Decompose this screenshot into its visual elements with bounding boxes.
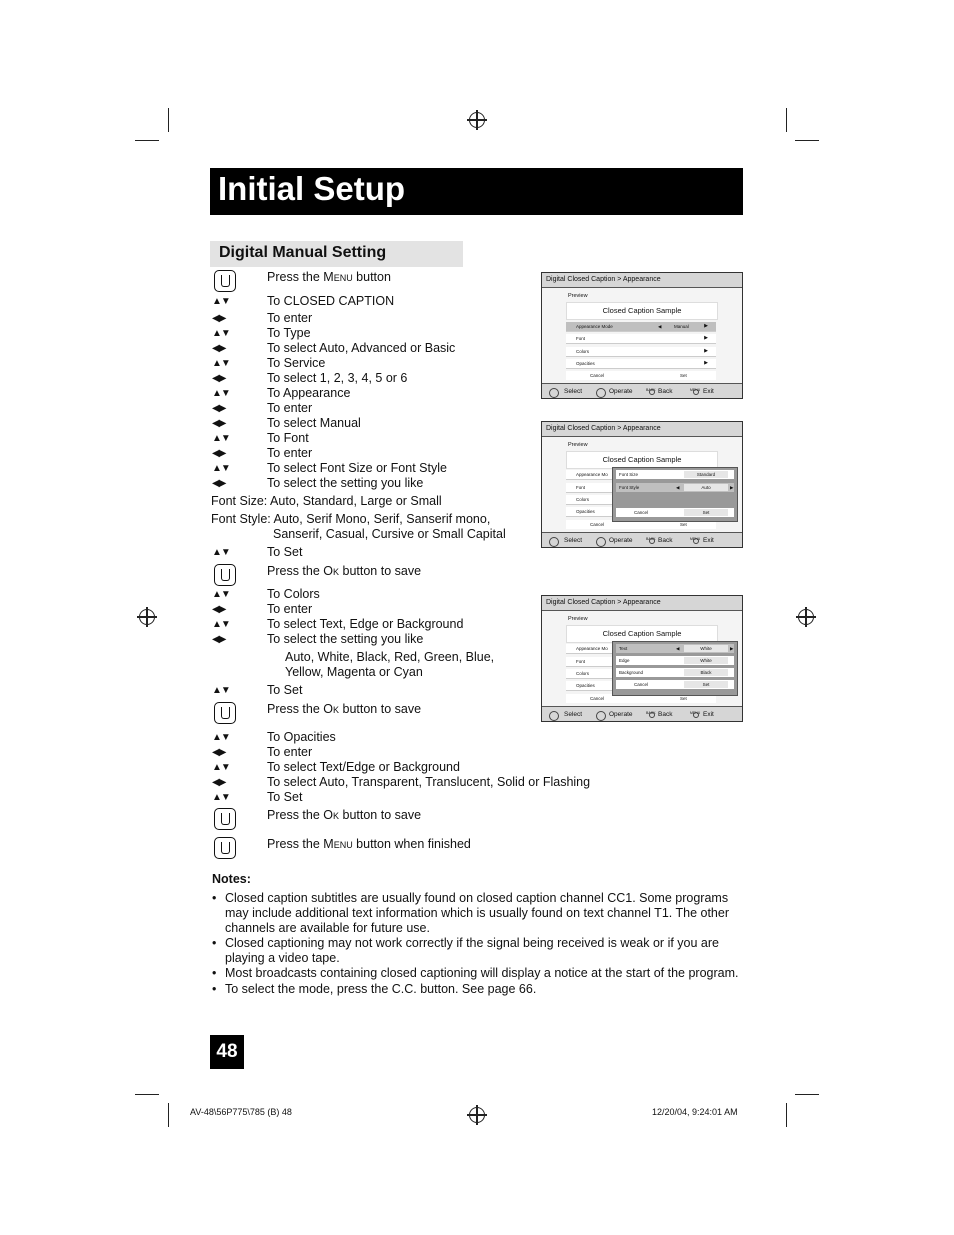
right-arrow-icon: ▶ <box>704 360 708 366</box>
back-button-icon <box>649 712 655 718</box>
back-button-icon <box>649 389 655 395</box>
right-arrow-icon: ▶ <box>730 646 734 651</box>
popup-item-background[interactable]: Background Black <box>616 668 734 677</box>
font-style-options: Font Style: Auto, Serif Mono, Serif, Sanserif mono, <box>211 512 491 526</box>
operate-dial-icon <box>596 711 606 721</box>
popup-item-font-size[interactable]: Font Size Standard <box>616 470 734 479</box>
caption-sample: Closed Caption Sample <box>566 625 718 643</box>
notes-heading: Notes: <box>212 872 251 886</box>
screen-footer: Select Operate BACK Back MENU Exit <box>542 706 742 721</box>
registration-mark-icon <box>798 609 814 625</box>
up-down-arrow-icon: ▲▼ <box>212 388 230 399</box>
remote-hand-icon <box>214 564 236 586</box>
menu-item-font[interactable]: Font <box>566 657 716 667</box>
menu-item-colors[interactable]: Colors ▶ <box>566 347 716 357</box>
crop-mark <box>168 108 169 132</box>
left-right-arrow-icon: ◀▶ <box>212 448 226 459</box>
preview-label: Preview <box>568 616 588 622</box>
note-item: • Closed captioning may not work correctly if the signal being received is weak or if you are playing a video tape. <box>212 936 719 965</box>
left-right-arrow-icon: ◀▶ <box>212 313 226 324</box>
up-down-arrow-icon: ▲▼ <box>212 358 230 369</box>
screen-appearance-mode <box>541 272 743 399</box>
menu-item-appearance-mode[interactable]: Appearance Mode ◀ Manual ▶ <box>566 322 716 332</box>
section-heading: Digital Manual Setting <box>219 244 387 261</box>
left-right-arrow-icon: ◀▶ <box>212 747 226 758</box>
menu-item-opacities[interactable]: Opacities <box>566 507 716 517</box>
up-down-arrow-icon: ▲▼ <box>212 328 230 339</box>
menu-item-colors[interactable]: Colors <box>566 495 716 505</box>
menu-item-appearance-mode[interactable]: Appearance Mo <box>566 644 716 654</box>
right-arrow-icon: ▶ <box>730 485 734 490</box>
bullet: • <box>212 982 217 996</box>
set-button[interactable]: Set <box>680 373 687 378</box>
select-dial-icon <box>549 537 559 547</box>
bullet: • <box>212 891 217 905</box>
menu-item-font[interactable]: Font <box>566 483 716 493</box>
crop-mark <box>786 1103 787 1127</box>
left-right-arrow-icon: ◀▶ <box>212 343 226 354</box>
note-item: • To select the mode, press the C.C. button. See page 66. <box>212 982 537 996</box>
page-number: 48 <box>210 1035 244 1069</box>
font-style-options-cont: Sanserif, Casual, Cursive or Small Capital <box>273 527 506 541</box>
up-down-arrow-icon: ▲▼ <box>212 463 230 474</box>
remote-hand-icon <box>214 270 236 292</box>
remote-hand-icon <box>214 837 236 859</box>
preview-label: Preview <box>568 293 588 299</box>
left-arrow-icon: ◀ <box>658 324 662 329</box>
screen-footer: Select Operate BACK Back MENU Exit <box>542 383 742 398</box>
cancel-button[interactable]: Cancel <box>634 510 649 515</box>
note-item: • Most broadcasts containing closed captioning will display a notice at the start of the program. <box>212 966 739 980</box>
left-arrow-icon: ◀ <box>676 646 680 651</box>
up-down-arrow-icon: ▲▼ <box>212 296 230 307</box>
up-down-arrow-icon: ▲▼ <box>212 433 230 444</box>
screen-header: Digital Closed Caption > Appearance <box>542 273 742 288</box>
color-options: Auto, White, Black, Red, Green, Blue, <box>285 650 495 664</box>
select-dial-icon <box>549 388 559 398</box>
section-heading-bar <box>210 241 463 267</box>
remote-hand-icon <box>214 808 236 830</box>
left-right-arrow-icon: ◀▶ <box>212 403 226 414</box>
cancel-button[interactable]: Cancel <box>590 373 605 378</box>
screen-font <box>541 421 743 548</box>
right-arrow-icon: ▶ <box>704 335 708 341</box>
up-down-arrow-icon: ▲▼ <box>212 685 230 696</box>
set-button[interactable]: Set <box>680 696 687 701</box>
up-down-arrow-icon: ▲▼ <box>212 619 230 630</box>
screen-header: Digital Closed Caption > Appearance <box>542 596 742 611</box>
right-arrow-icon: ▶ <box>704 348 708 354</box>
remote-hand-icon <box>214 702 236 724</box>
cancel-button[interactable]: Cancel <box>590 522 605 527</box>
bullet: • <box>212 936 217 950</box>
screen-footer: Select Operate BACK Back MENU Exit <box>542 532 742 547</box>
operate-dial-icon <box>596 537 606 547</box>
set-button[interactable]: Set <box>684 681 728 688</box>
crop-mark <box>786 108 787 132</box>
left-arrow-icon: ◀ <box>676 485 680 490</box>
colors-popup <box>612 641 738 696</box>
menu-item-colors[interactable]: Colors <box>566 669 716 679</box>
up-down-arrow-icon: ▲▼ <box>212 732 230 743</box>
left-right-arrow-icon: ◀▶ <box>212 634 226 645</box>
screen-header: Digital Closed Caption > Appearance <box>542 422 742 437</box>
cancel-button[interactable]: Cancel <box>590 696 605 701</box>
menu-button-icon <box>693 538 699 544</box>
registration-mark-icon <box>469 112 485 128</box>
set-button[interactable]: Set <box>680 522 687 527</box>
font-size-options: Font Size: Auto, Standard, Large or Small <box>211 494 442 508</box>
menu-item-appearance-mode[interactable]: Appearance Mo <box>566 470 716 480</box>
right-arrow-icon: ▶ <box>704 323 708 329</box>
crop-mark <box>135 140 159 141</box>
page-title: Initial Setup <box>218 170 406 207</box>
left-right-arrow-icon: ◀▶ <box>212 478 226 489</box>
color-options-cont: Yellow, Magenta or Cyan <box>285 665 423 679</box>
left-right-arrow-icon: ◀▶ <box>212 373 226 384</box>
cancel-button[interactable]: Cancel <box>634 682 649 687</box>
preview-label: Preview <box>568 442 588 448</box>
menu-button-icon <box>693 712 699 718</box>
popup-buttons <box>616 508 734 517</box>
menu-item-opacities[interactable]: Opacities <box>566 681 716 691</box>
left-right-arrow-icon: ◀▶ <box>212 604 226 615</box>
caption-sample: Closed Caption Sample <box>566 451 718 469</box>
screen-colors <box>541 595 743 722</box>
back-button-icon <box>649 538 655 544</box>
note-item: • Closed caption subtitles are usually found on closed caption channel CC1. Some programs may include additional text information which is usually found on text channel T1. The other channels are available for future use. <box>212 891 729 935</box>
menu-button-icon <box>693 389 699 395</box>
crop-mark <box>795 140 819 141</box>
font-popup <box>612 467 738 522</box>
crop-mark <box>168 1103 169 1127</box>
set-button[interactable]: Set <box>684 509 728 516</box>
popup-item-text[interactable]: Text ◀ White ▶ <box>616 644 734 653</box>
footer-right: 12/20/04, 9:24:01 AM <box>652 1107 738 1117</box>
up-down-arrow-icon: ▲▼ <box>212 547 230 558</box>
up-down-arrow-icon: ▲▼ <box>212 792 230 803</box>
left-right-arrow-icon: ◀▶ <box>212 418 226 429</box>
select-dial-icon <box>549 711 559 721</box>
caption-sample: Closed Caption Sample <box>566 302 718 320</box>
crop-mark <box>795 1094 819 1095</box>
popup-item-font-style[interactable]: Font Style ◀ Auto ▶ <box>616 483 734 492</box>
left-right-arrow-icon: ◀▶ <box>212 777 226 788</box>
up-down-arrow-icon: ▲▼ <box>212 589 230 600</box>
bullet: • <box>212 966 217 980</box>
menu-item-opacities[interactable]: Opacities ▶ <box>566 359 716 369</box>
crop-mark <box>135 1094 159 1095</box>
popup-item-edge[interactable]: Edge White <box>616 656 734 665</box>
registration-mark-icon <box>469 1107 485 1123</box>
footer-left: AV-48\56P775\785 (B) 48 <box>190 1107 292 1117</box>
up-down-arrow-icon: ▲▼ <box>212 762 230 773</box>
menu-item-font[interactable]: Font ▶ <box>566 334 716 344</box>
page-title-bar <box>210 168 743 215</box>
registration-mark-icon <box>139 609 155 625</box>
operate-dial-icon <box>596 388 606 398</box>
screen-buttons <box>566 371 716 380</box>
popup-buttons <box>616 680 734 689</box>
